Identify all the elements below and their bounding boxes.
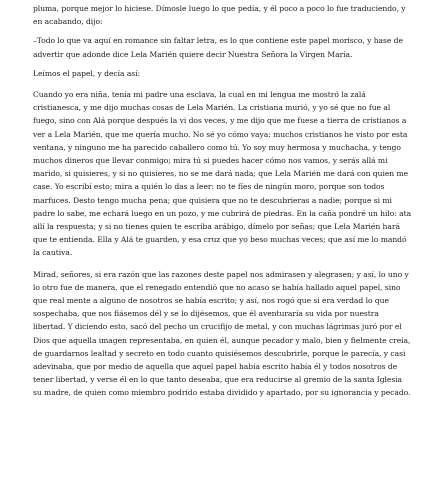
paragraph-renegade-note: –Todo lo que va aquí en romance sin faltar letra, es lo que contiene este papel morisco, y hase de advertir que adonde dice Lela Marién quiere decir Nuestra Señora la Virgen María. xyxy=(33,36,403,59)
paragraph-narration: Mirad, señores, si era razón que las razones deste papel nos admirasen y alegrasen; y así, lo uno y lo otro fue de manera, que el renegado entendió que no acaso se había hallado aquel papel, sino que real mente a alguno de nosotros se había escrito; y así, nos rogó que si era verdad lo que sospechaba, que nos fiásemos dél y se lo dijésemos, que él aventuraría su vida por nuestra libertad. Y diciendo esto, sacó del pecho un crucifijo de metal, y con muchas lágrimas juró por el Dios que aquella imagen representaba, en quien él, aunque pecador y malo, bien y fielmente creía, de guardarnos lealtad y secreto en todo cuanto quisiésemos descubrirle, porque le parecía, y casi adevinaba, que por medio de aquella que aquel papel había escrito había él y todos nosotros de tener libertad, y verse él en lo que tanto deseaba, que era reducirse al gremio de la santa Iglesia su madre, de quien como miembro podrido estaba dividido y apartado, por su ignorancia y pecado. xyxy=(33,269,411,398)
paragraph-letter-intro: Leímos el papel, y decía así: xyxy=(33,68,141,78)
paragraph-moorish-letter: Cuando yo era niña, tenía mi padre una esclava, la cual en mi lengua me mostró la zalá cristianesca, y me dijo muchas cosas de Lela Marién. La cristiana murió, y yo sé que no fue al fuego, sino con Alá porque después la vi dos veces, y me dijo que me fuese a tierra de cristianos a ver a Lela Marién, que me quería mucho. No sé yo cómo vaya: muchos cristianos he visto por esta ventana, y ninguno me ha parecido caballero como tú. Yo soy muy hermosa y muchacha, y tengo muchos dineros que llevar conmigo; mira tú si puedes hacer cómo nos vamos, y serás allá mi marido, si quisieres, y si no quisieres, no se me dará nada; que Lela Marién me dará con quien me case. Yo escribí esto; mira a quién lo das a leer: no te fíes de ningún moro, porque son todos marfuces. Desto tengo mucha pena; que quisiera que no te descubrieras a nadie; porque si mi padre lo sabe, me echará luego en un pozo, y me cubrirá de piedras. En la caña pondré un hilo: ata allí la respuesta; y si no tienes quien te escriba arábigo, dímelo por señas; que Lela Marién hará que te entienda. Ella y Alá te guarden, y esa cruz que yo beso muchas veces; que así me lo mandó la cautiva. xyxy=(33,90,412,258)
paragraph-translation-intro: pluma, porque mejor lo hiciese. Dímosle luego lo que pedía, y él poco a poco lo fue traduciendo, y en acabando, dijo: xyxy=(33,4,406,27)
